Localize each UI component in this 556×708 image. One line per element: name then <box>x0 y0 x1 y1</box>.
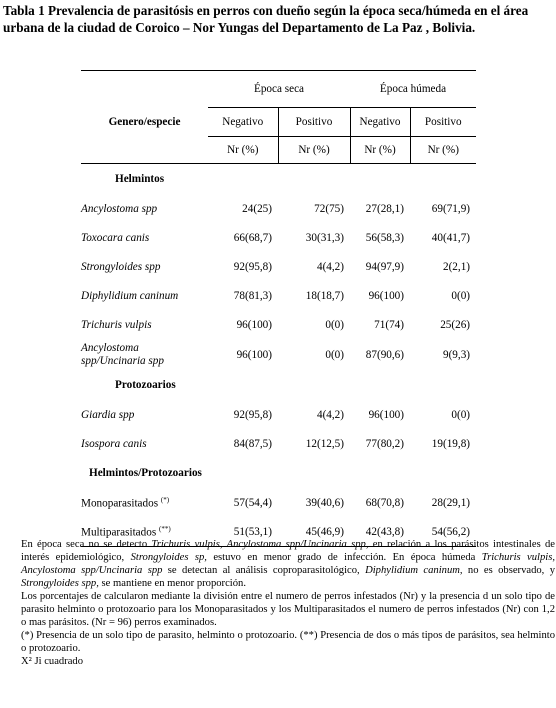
cell: 19(19,8) <box>431 437 471 450</box>
table-row <box>81 281 476 310</box>
group-label-text: Monoparasitados <box>81 497 159 510</box>
cell: 28(29,1) <box>431 496 471 509</box>
cell: 40(41,7) <box>431 231 471 244</box>
cell: 96(100) <box>368 289 404 302</box>
species-label: Trichuris vulpis <box>81 318 152 331</box>
species-label: Isospora canis <box>81 437 147 450</box>
cell: 69(71,9) <box>431 202 471 215</box>
table-row <box>81 429 476 458</box>
cell: 24(25) <box>242 202 272 215</box>
section-label: Protozoarios <box>115 379 176 391</box>
table-notes <box>21 538 555 668</box>
table-title: Tabla 1 Prevalencia de parasitósis en perros con dueño según la época seca/húmeda en el área urbana de la ciudad de Coroico – Nor Yungas del Departamento de La Paz , Bolivia. <box>3 3 529 35</box>
cell: 57(54,4) <box>233 496 272 509</box>
cell: 54(56,2) <box>410 517 476 547</box>
cell: 96(100) <box>236 348 272 361</box>
cell: 68(70,8) <box>365 496 404 509</box>
section-label: Helmintos/Protozoarios <box>89 467 202 479</box>
table-row <box>81 252 476 281</box>
cell: 45(46,9) <box>278 517 350 547</box>
col-header-pos-dry: Positivo <box>278 108 350 137</box>
cell: 72(75) <box>314 202 344 215</box>
table-row <box>81 223 476 252</box>
cell: 42(43,8) <box>350 517 410 547</box>
species-label: Diphylidium caninum <box>81 289 179 302</box>
species-label: Toxocara canis <box>81 231 150 244</box>
cell: 18(18,7) <box>305 289 344 302</box>
species-label: Giardia spp <box>81 408 135 421</box>
group-label <box>81 488 208 517</box>
cell: 12(12,5) <box>305 437 344 450</box>
table-row <box>81 310 476 339</box>
col-header-neg-dry: Negativo <box>208 108 278 137</box>
unit-header: Nr (%) <box>410 137 476 164</box>
season-dry-header: Época seca <box>208 71 350 108</box>
cell: 0(0) <box>451 408 471 421</box>
cell: 4(4,2) <box>316 408 344 421</box>
cell: 2(2,1) <box>442 260 471 273</box>
unit-header: Nr (%) <box>208 137 278 164</box>
table-row <box>81 194 476 223</box>
cell: 51(53,1) <box>208 517 278 547</box>
cell: 71(74) <box>374 318 404 331</box>
group-label-text: Multiparasitados <box>81 526 157 539</box>
cell: 94(97,9) <box>365 260 404 273</box>
table-row <box>81 339 476 370</box>
section-label: Helmintos <box>115 173 165 185</box>
cell: 30(31,3) <box>305 231 344 244</box>
cell: 78(81,3) <box>233 289 272 302</box>
row-header: Genero/especie <box>108 116 181 128</box>
col-header-pos-wet: Positivo <box>410 108 476 137</box>
footnote-mark: (*) <box>160 495 170 504</box>
cell: 92(95,8) <box>233 408 272 421</box>
note-paragraph: (*) Presencia de un solo tipo de parasito, helminto o protozoario. (**) Presencia de dos o más tipos de parásitos, sea helminto o protozoario. <box>21 630 555 654</box>
note-paragraph: Los porcentajes de calcularon mediante la división entre el numero de perros infestados (Nr) y la presencia d un solo tipo de parasito helminto o protozoario para los Monoparasitados y los Multiparasitados el numero de perros infestados (Nr) con 1,2 o mas parásitos. (Nr = 96) perros examinados. <box>21 591 555 628</box>
prevalence-table <box>81 70 476 547</box>
col-header-neg-wet: Negativo <box>350 108 410 137</box>
species-label: Strongyloides spp <box>81 260 161 273</box>
unit-header: Nr (%) <box>350 137 410 164</box>
table-row <box>81 400 476 429</box>
species-label <box>81 339 208 370</box>
note-paragraph: En época seca no se detecto Trichuris vulpis, Ancylostoma spp/Uncinaria spp, en relación a los parásitos intestinales de interés epidemiológico, Strongyloides sp, estuvo en menor grado de infección. En época húmeda Trichuris vulpis, Ancylostoma spp/Uncinaria spp se detectan al análisis coproparasitológico, Diphylidium caninum, no es observado, y Strongyloides spp, se mantiene en menor proporción. <box>21 539 555 589</box>
unit-header: Nr (%) <box>278 137 350 164</box>
cell: 96(100) <box>236 318 272 331</box>
species-label-line: spp/Uncinaria spp <box>81 354 164 367</box>
cell: 66(68,7) <box>233 231 272 244</box>
cell: 25(26) <box>440 318 471 331</box>
cell: 27(28,1) <box>365 202 404 215</box>
table-row <box>81 488 476 517</box>
note-paragraph: X² Ji cuadrado <box>21 656 84 667</box>
cell: 87(90,6) <box>365 348 404 361</box>
species-label: Ancylostoma spp <box>81 202 158 215</box>
cell: 9(9,3) <box>442 348 471 361</box>
species-label-line: Ancylostoma <box>81 341 139 354</box>
cell: 92(95,8) <box>233 260 272 273</box>
cell: 39(40,6) <box>305 496 344 509</box>
cell: 84(87,5) <box>233 437 272 450</box>
cell: 96(100) <box>368 408 404 421</box>
season-wet-header: Época húmeda <box>350 71 476 108</box>
cell: 56(58,3) <box>365 231 404 244</box>
footnote-mark: (**) <box>159 524 171 533</box>
cell: 0(0) <box>451 289 471 302</box>
cell: 0(0) <box>325 318 344 331</box>
cell: 0(0) <box>325 348 344 361</box>
cell: 77(80,2) <box>365 437 404 450</box>
cell: 4(4,2) <box>316 260 344 273</box>
